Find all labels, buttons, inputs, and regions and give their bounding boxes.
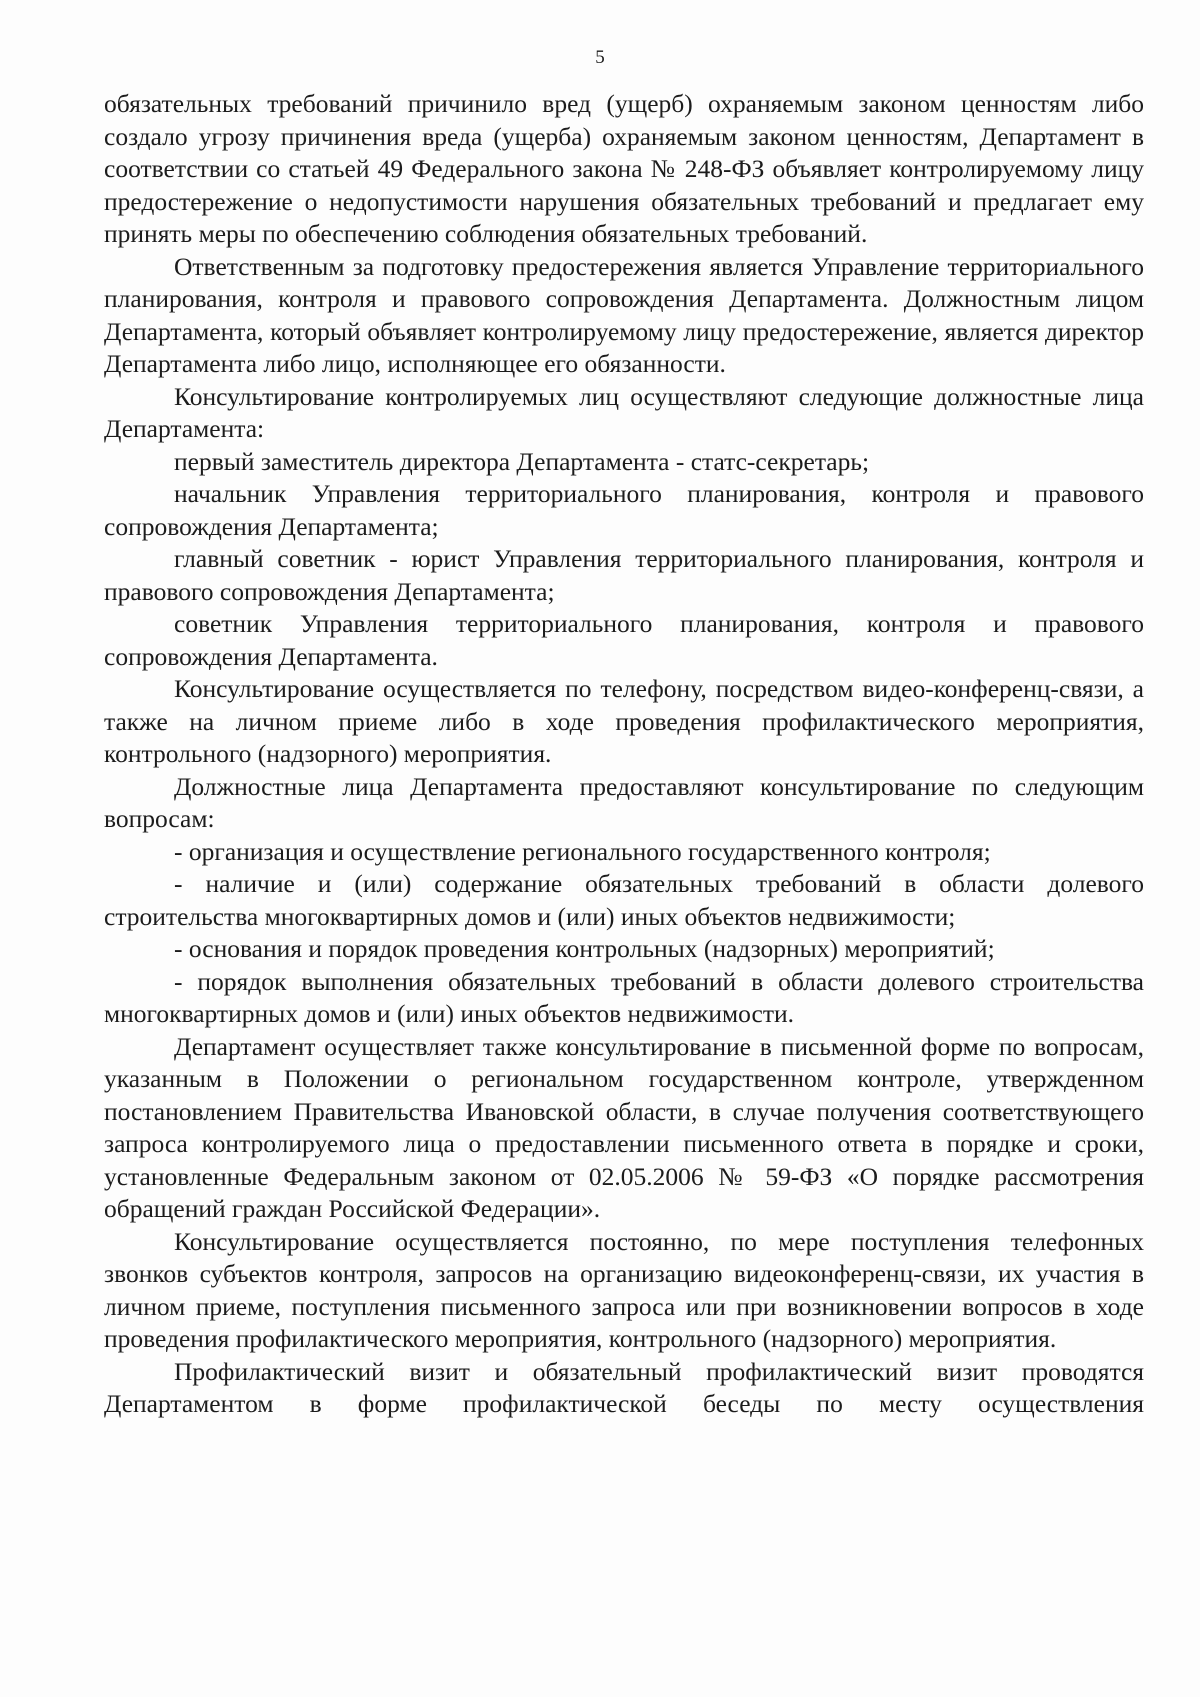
list-item-topic-organization: - организация и осуществление регионального государственного контроля; [174, 836, 991, 866]
list-item-topic-procedure: - порядок выполнения обязательных требований в области долевого строительства многоквартирных домов и (или) иных объектов недвижимости. [104, 966, 1144, 1028]
paragraph-continuation: обязательных требований причинило вред (ущерб) охраняемым законом ценностям либо создало угрозу причинения вреда (ущерба) охраняемым законом ценностям, Департамент в соответствии со статьей 49 Федерального закона № 248-ФЗ объявляет контролируемому лицу предостережение о недопустимости нарушения обязательных требований и предлагает ему принять меры по обеспечению соблюдения обязательных требований. [104, 89, 1144, 248]
paragraph-consulting-schedule: Консультирование осуществляется постоянно, по мере поступления телефонных звонков субъектов контроля, запросов на организацию видеоконференц-связи, их участия в личном приеме, поступления письменного запроса или при возникновении вопросов в ходе проведения профилактического мероприятия, контрольного (надзорного) мероприятия. [104, 1226, 1144, 1353]
list-item-head-of-department: начальник Управления территориального планирования, контроля и правового сопровождения Департамента; [104, 479, 1144, 541]
paragraph-consulting-channels: Консультирование осуществляется по телефону, посредством видео-конференц-связи, а также на личном приеме либо в ходе проведения профилактического мероприятия, контрольного (надзорного) мероприятия. [104, 674, 1144, 768]
paragraph-consulting-topics: Должностные лица Департамента предоставляют консультирование по следующим вопросам: [104, 771, 1144, 833]
list-item-topic-requirements: - наличие и (или) содержание обязательных требований в области долевого строительства многоквартирных домов и (или) иных объектов недвижимости; [104, 869, 1144, 931]
paragraph-consulting-officials: Консультирование контролируемых лиц осуществляют следующие должностные лица Департамента: [104, 381, 1144, 443]
paragraph-written-consulting: Департамент осуществляет также консультирование в письменной форме по вопросам, указанным в Положении о региональном государственном контроле, утвержденном постановлением Правительства Ивановской области, в случае получения соответствующего запроса контролируемого лица о предоставлении письменного ответа в порядке и сроки, установленные Федеральным законом от 02.05.2006 № 59-ФЗ «О порядке рассмотрения обращений граждан Российской Федерации». [104, 1031, 1144, 1223]
list-item-advisor: советник Управления территориального планирования, контроля и правового сопровождения Департамента. [104, 609, 1144, 671]
list-item-chief-advisor: главный советник - юрист Управления территориального планирования, контроля и правового сопровождения Департамента; [104, 544, 1144, 606]
list-item-topic-grounds: - основания и порядок проведения контрольных (надзорных) мероприятий; [174, 934, 995, 963]
list-item-first-deputy: первый заместитель директора Департамента - статс-секретарь; [174, 446, 870, 476]
page-number: 5 [595, 47, 605, 68]
paragraph-responsible-unit: Ответственным за подготовку предостережения является Управление территориального планирования, контроля и правового сопровождения Департамента. Должностным лицом Департамента, который объявляет контролируемому лицу предостережение, является директор Департамента либо лицо, исполняющее его обязанности. [104, 251, 1144, 378]
paragraph-preventive-visit: Профилактический визит и обязательный профилактический визит проводятся Департаментом в форме профилактической беседы по месту осуществления [104, 1356, 1144, 1418]
document-body [104, 88, 1144, 1421]
